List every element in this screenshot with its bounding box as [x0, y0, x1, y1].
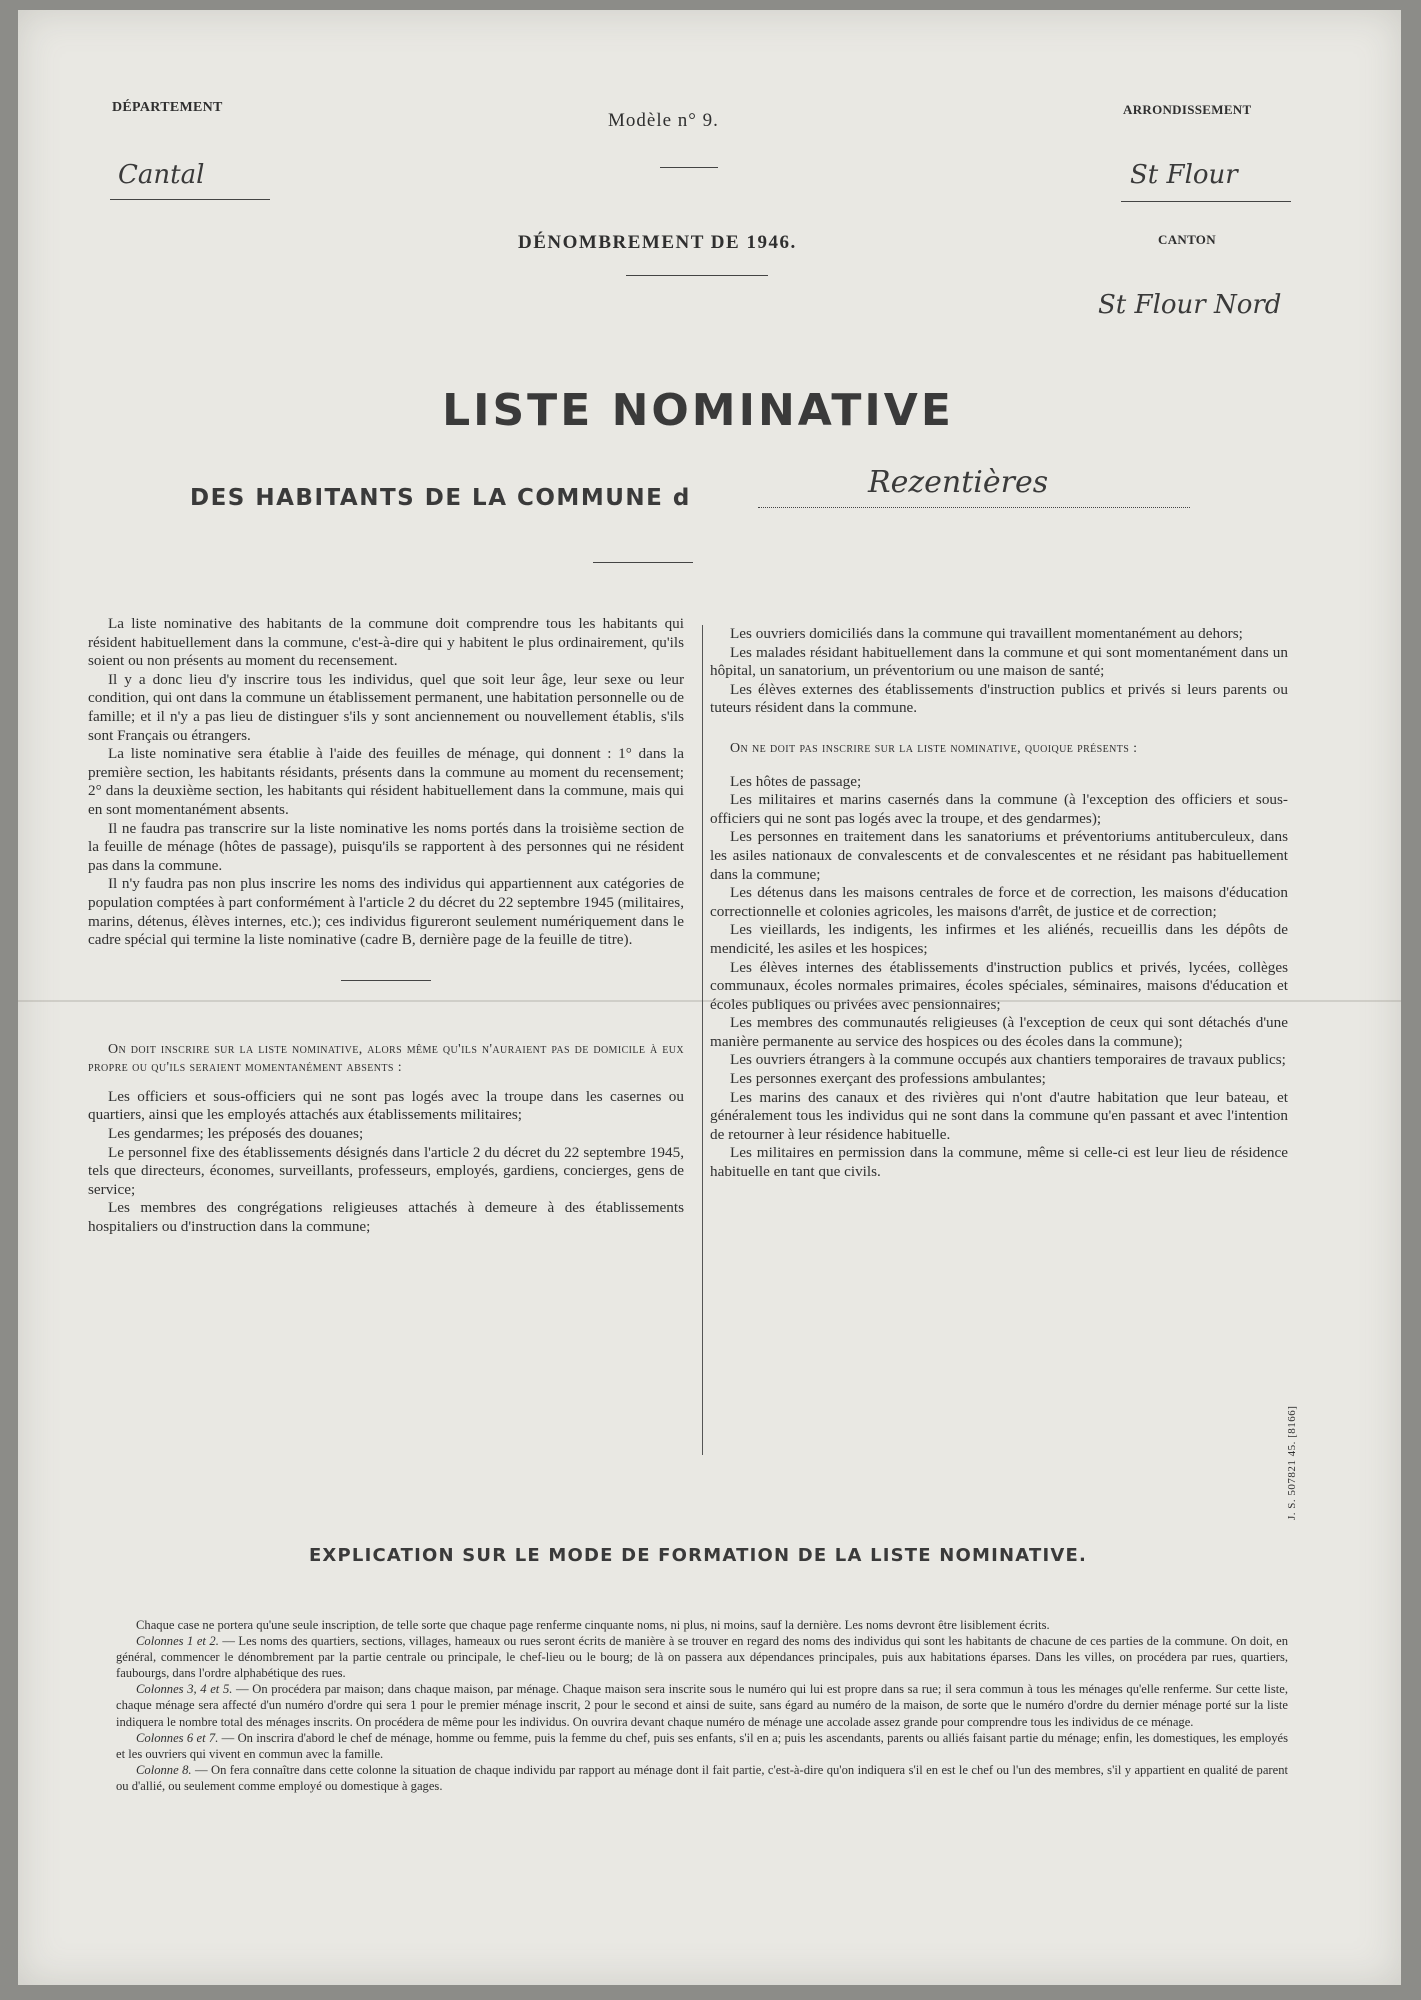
commune-underline [758, 507, 1190, 508]
right-column [710, 625, 1288, 1182]
explication-text: — On inscrira d'abord le chef de ménage, homme ou femme, puis la femme du chef, puis ses enfants, s'il en a; puis les ascendants, parents ou alliés faisant partie du ménage; enfin, les domestiques, les employés et les ouvriers qui vivent en commun avec la famille. [116, 1730, 1288, 1761]
explication-label: Colonnes 6 et 7. [136, 1730, 219, 1745]
right-item: Les ouvriers étrangers à la commune occupés aux chantiers temporaires de travaux publics; [730, 1051, 1286, 1069]
right-item: Les personnes en traitement dans les sanatoriums et préventoriums antituberculeux, dans les asiles nationaux de convalescents et de convalescentes et ne résidant pas habituellement dans la commune; [710, 828, 1288, 883]
explication-label: Colonnes 1 et 2. [136, 1634, 219, 1649]
column-divider [702, 625, 703, 1455]
right-item: Les hôtes de passage; [730, 772, 862, 790]
left-paragraph: Il n'y faudra pas non plus inscrire les noms des individus qui appartiennent aux catégories de population comptées à part conformément à l'article 2 du décret du 22 septembre 1945 (militaires, marins, détenus, élèves internes, etc.); ces individus figureront seulement numériquement dans le cadre spécial qui termine la liste nominative (cadre B, dernière page de la feuille de titre). [88, 875, 684, 949]
departement-label: DÉPARTEMENT [112, 100, 223, 115]
explication-paragraph [116, 1762, 1288, 1794]
right-section-heading: On ne doit pas inscrire sur la liste nominative, quoique présents : [730, 740, 1138, 756]
arrondissement-value: St Flour [1130, 160, 1238, 190]
denombrement-heading: DÉNOMBREMENT DE 1946. [518, 232, 797, 253]
right-item: Les élèves internes des établissements d'instruction publics et privés, lycées, collèges communaux, écoles normales primaires, écoles spéciales, séminaires, maisons d'éducation et écoles publiques ou privées avec pensionnaires; [710, 958, 1288, 1013]
left-column [88, 615, 684, 1237]
left-item: Les officiers et sous-officiers qui ne sont pas logés avec la troupe dans les casernes ou quartiers, ainsi que les employés attachés aux établissements militaires; [88, 1087, 684, 1124]
explication-paragraph [116, 1617, 1288, 1633]
left-item: Les membres des congrégations religieuses attachés à demeure à des établissements hospitaliers ou d'instruction dans la commune; [88, 1199, 684, 1236]
modele-rule [660, 167, 718, 168]
departement-value: Cantal [118, 160, 205, 190]
explication-text: Chaque case ne portera qu'une seule inscription, de telle sorte que chaque page renferme cinquante noms, ni plus, ni moins, sauf la dernière. Les noms devront être lisiblement écrits. [136, 1618, 1050, 1632]
page-title: LISTE NOMINATIVE [442, 385, 954, 436]
modele-number: Modèle n° 9. [608, 110, 719, 131]
right-item: Les vieillards, les indigents, les infirmes et les aliénés, recueillis dans les dépôts de mendicité, les asiles et les hospices; [710, 921, 1288, 957]
canton-value: St Flour Nord [1098, 290, 1282, 320]
arrondissement-underline [1121, 201, 1291, 202]
subtitle-rule [593, 562, 693, 563]
census-form-page [18, 10, 1401, 1985]
arrondissement-label: ARRONDISSEMENT [1123, 102, 1252, 117]
left-paragraph: La liste nominative sera établie à l'aide des feuilles de ménage, qui donnent : 1° dans la première section, les habitants résidants, présents dans la commune au moment du recensement; 2° dans la deuxième section, les habitants qui résident habituellement dans la commune, mais qui en sont momentanément absents. [88, 745, 684, 818]
explication-body [116, 1617, 1288, 1794]
right-item: Les détenus dans les maisons centrales de force et de correction, les maisons d'éducation correctionnelle et colonies agricoles, les maisons d'arrêt, de justice et de correction; [710, 884, 1288, 920]
right-item: Les personnes exerçant des professions ambulantes; [730, 1070, 1046, 1088]
left-item: Les gendarmes; les préposés des douanes; [108, 1125, 364, 1143]
right-item: Les membres des communautés religieuses (à l'exception de ceux qui sont détachés d'une manière permanente au service des hospices ou des écoles dans la commune); [710, 1014, 1288, 1050]
left-column-rule [341, 980, 431, 981]
explication-label: Colonnes 3, 4 et 5. [136, 1682, 233, 1697]
right-intro-item: Les ouvriers domiciliés dans la commune qui travaillent momentanément au dehors; [730, 625, 1243, 642]
explication-text: — On fera connaître dans cette colonne la situation de chaque individu par rapport au ménage dont il fait partie, c'est-à-dire qu'on indiquera s'il en est le chef ou l'un des membres, s'il y appartient en qualité de parent ou d'allié, ou seulement comme employé ou domestique à gages. [116, 1762, 1288, 1793]
right-item: Les marins des canaux et des rivières qui n'ont d'autre habitation que leur bateau, et généralement tous les individus qui ne sont dans la commune qu'en passant et avec l'intention de retourner à leur résidence habituelle. [710, 1088, 1288, 1143]
left-paragraph: Il y a donc lieu d'y inscrire tous les individus, quel que soit leur âge, leur sexe ou leur condition, qui ont dans la commune un établissement permanent, une habitation personnelle ou de famille; et il n'y a pas lieu de distinguer s'ils y sont anciennement ou nouvellement établis, s'ils sont Français ou étrangers. [88, 670, 684, 744]
departement-underline [110, 199, 270, 200]
right-intro-item: Les malades résidant habituellement dans la commune et qui sont momentanément dans un hôpital, un sanatorium, un préventorium ou une maison de santé; [710, 643, 1288, 680]
explication-text: — On procédera par maison; dans chaque maison, par ménage. Chaque maison sera inscrite sous le numéro qui lui est propre dans sa rue; il sera commun à tous les ménages qu'elle renferme. Sur cette liste, chaque ménage sera affecté d'un numéro d'ordre qui sera 1 pour le premier ménage inscrit, 2 pour le second et ainsi de suite, sans égard au numéro de la maison, de sorte que le numéro d'ordre du dernier ménage porté sur la liste indiquera le nombre total des ménages inscrits. On procédera de même pour les individus. On ouvrira devant chaque numéro de ménage une accolade assez grande pour comprendre tous les individus de ce ménage. [116, 1682, 1288, 1729]
explication-title: EXPLICATION SUR LE MODE DE FORMATION DE LA LISTE NOMINATIVE. [308, 1545, 1088, 1566]
denombrement-rule [626, 275, 768, 276]
explication-paragraph [116, 1633, 1288, 1681]
left-paragraph: La liste nominative des habitants de la commune doit comprendre tous les habitants qui résident habituellement dans la commune, c'est-à-dire qui y habitent le plus ordinairement, qu'ils soient ou non présents au moment du recensement. [88, 615, 684, 670]
explication-text: — Les noms des quartiers, sections, villages, hameaux ou rues seront écrits de manière à se trouver en regard des noms des individus qui sont les habitants de chacune de ces parties de la commune. On doit, en général, commencer le dénombrement par la partie centrale ou principale, le chef-lieu ou le bourg; de là on passera aux dépendances principales, puis aux habitations éparses. Dans les villes, on procédera par rues, quartiers, faubourgs, dans l'ordre alphabétique des rues. [116, 1634, 1289, 1681]
explication-paragraph [116, 1730, 1288, 1762]
left-section-heading: On doit inscrire sur la liste nominative, alors même qu'ils n'auraient pas de domicile à eux propre ou qu'ils seraient momentanément absents : [88, 1041, 684, 1076]
right-item: Les militaires et marins casernés dans la commune (à l'exception des officiers et sous-officiers qui ne sont pas logés avec la troupe, et des gendarmes); [710, 791, 1288, 827]
canton-label: CANTON [1158, 232, 1216, 247]
left-paragraph: Il ne faudra pas transcrire sur la liste nominative les noms portés dans la troisième section de la feuille de ménage (hôtes de passage), puisqu'ils se rapportent à des personnes qui ne résident pas dans la commune. [88, 819, 684, 874]
commune-subtitle: DES HABITANTS DE LA COMMUNE d [190, 485, 691, 511]
right-intro-item: Les élèves externes des établissements d'instruction publics et privés si leurs parents ou tuteurs résident dans la commune. [710, 680, 1288, 717]
left-item: Le personnel fixe des établissements désignés dans l'article 2 du décret du 22 septembre 1945, tels que directeurs, économes, surveillants, professeurs, employés, gardiens, concierges, gens de service; [88, 1143, 684, 1198]
right-item: Les militaires en permission dans la commune, même si celle-ci est leur lieu de résidence habituelle en tant que civils. [710, 1144, 1288, 1181]
printer-code: J. S. 507821 45. [8166] [1286, 1405, 1298, 1520]
commune-value: Rezentières [868, 465, 1049, 500]
explication-label: Colonne 8. [136, 1762, 192, 1777]
explication-paragraph [116, 1681, 1288, 1729]
